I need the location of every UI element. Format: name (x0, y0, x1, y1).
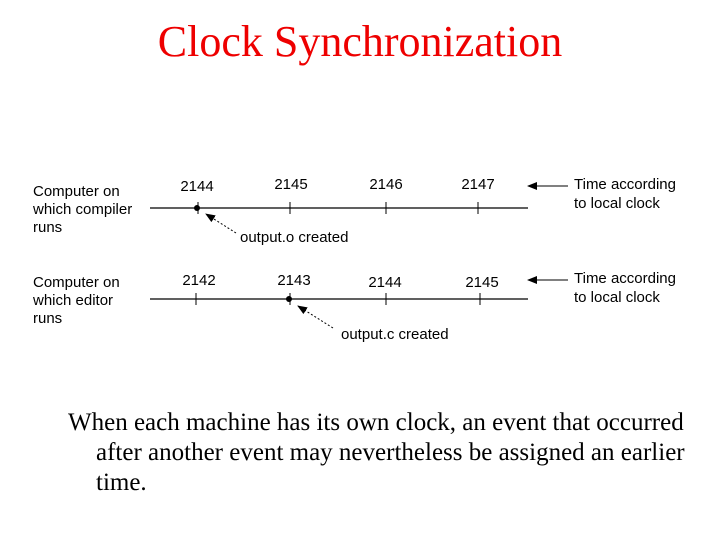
compiler-tick-label: 2145 (274, 176, 308, 193)
compiler-event-pointer (206, 214, 236, 233)
compiler-axis-label-line1: Time according (574, 176, 676, 193)
compiler-event-dot (194, 205, 200, 211)
editor-event-dot (286, 296, 292, 302)
compiler-machine-label-line1: Computer on (33, 183, 120, 200)
compiler-machine-label-line3: runs (33, 219, 63, 236)
editor-axis-label-line1: Time according (574, 270, 676, 287)
editor-tick-label: 2144 (368, 274, 402, 291)
compiler-axis-label-line2: to local clock (574, 195, 660, 212)
compiler-machine-label-line2: which compiler (33, 201, 133, 218)
compiler-tick-label: 2144 (180, 178, 214, 195)
editor-machine-label-line3: runs (33, 310, 63, 327)
editor-tick-label: 2142 (182, 272, 216, 289)
compiler-tick-label: 2146 (369, 176, 403, 193)
compiler-timeline (32, 176, 676, 246)
slide-title: Clock Synchronization (157, 17, 563, 66)
compiler-tick-label: 2147 (461, 176, 495, 193)
editor-event-pointer (298, 306, 333, 328)
editor-machine-label-line2: which editor (33, 292, 114, 309)
compiler-event-label: output.o created (240, 229, 349, 246)
editor-axis-label-line2: to local clock (574, 289, 660, 306)
editor-machine-label-line1: Computer on (33, 274, 120, 291)
editor-timeline (32, 270, 676, 343)
slide-caption: When each machine has its own clock, an event that occurred after another event may nevertheless be assigned an earlier time. (68, 409, 685, 496)
editor-tick-label: 2145 (465, 274, 499, 291)
editor-event-label: output.c created (341, 326, 449, 343)
editor-tick-label: 2143 (277, 272, 311, 289)
